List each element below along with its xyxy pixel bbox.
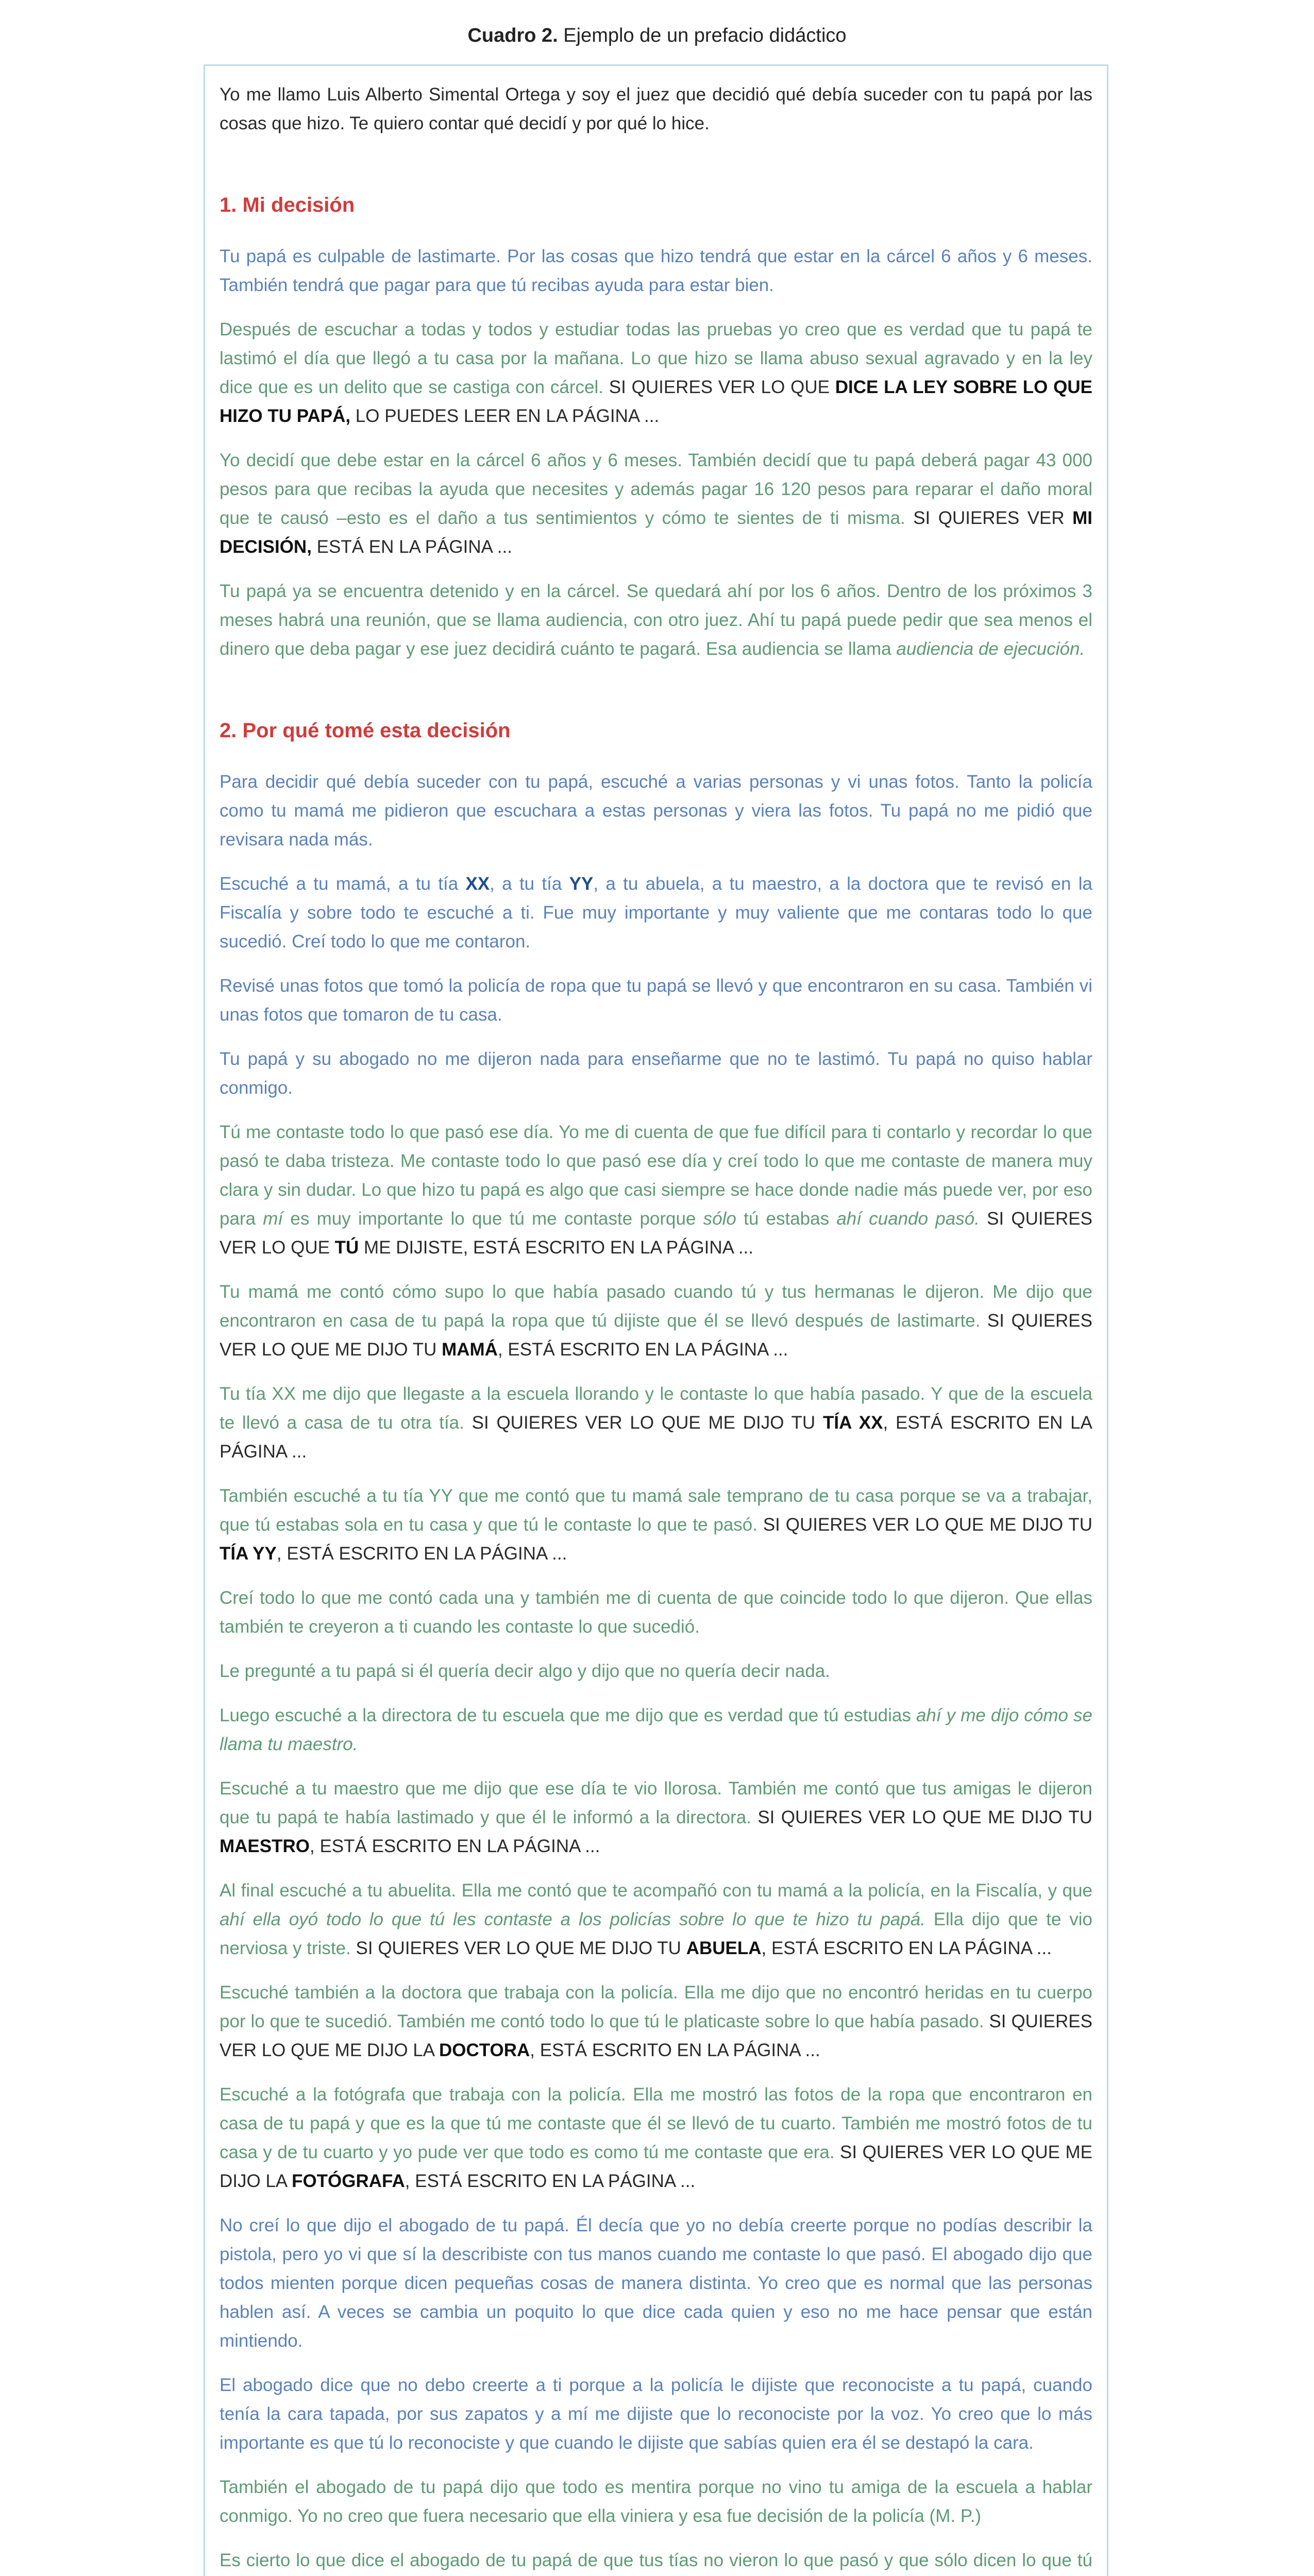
paragraph: También el abogado de tu papá dijo que todo es mentira porque no vino tu amiga de la escuela a hablar conmigo. Yo no creo que fuera necesario que ella viniera y esa fue decisión de la policía (M. P.) bbox=[220, 2477, 1092, 2526]
paragraph: Para decidir qué debía suceder con tu papá, escuché a varias personas y vi unas fotos. Tanto la policía como tu mamá me pidieron que escuchara a estas personas y viera las fotos. Tu papá no me pidió que revisara nada más. bbox=[220, 772, 1092, 850]
paragraph: Al final escuché a tu abuelita. Ella me contó que te acompañó con tu mamá a la policía, en la Fiscalía, y que ahí ella oyó todo lo que tú les contaste a los policías sobre lo que te hizo tu papá. Ella dijo que te vio nerviosa y triste. SI QUIERES VER LO QUE ME DIJO TU ABUELA, ESTÁ ESCRITO EN LA PÁGINA ... bbox=[220, 1880, 1092, 1958]
document-frame bbox=[204, 64, 1108, 2576]
section-heading-2: 2. Por qué tomé esta decisión bbox=[220, 719, 511, 742]
paragraph: No creí lo que dijo el abogado de tu papá. Él decía que yo no debía creerte porque no podías describir la pistola, pero yo vi que sí la describiste con tus manos cuando me contaste lo que pasó. El abogado dijo que todos mienten porque dicen pequeñas cosas de manera distinta. Yo creo que es normal que las personas hablen así. A veces se cambia un poquito lo que dice cada quien y eso no me hace pensar que están mintiendo. bbox=[220, 2215, 1092, 2351]
paragraph: Escuché a la fotógrafa que trabaja con la policía. Ella me mostró las fotos de la ropa que encontraron en casa de tu papá y que es la que tú me contaste que él se llevó de tu cuarto. También me mostró fotos de tu casa y de tu cuarto y yo pude ver que todo es como tú me contaste que era. SI QUIERES VER LO QUE ME DIJO LA FOTÓGRAFA, ESTÁ ESCRITO EN LA PÁGINA ... bbox=[220, 2084, 1092, 2191]
intro-paragraph: Yo me llamo Luis Alberto Simental Ortega y soy el juez que decidió qué debía suceder con tu papá por las cosas que hizo. Te quiero contar qué decidí y por qué lo hice. bbox=[220, 84, 1092, 133]
paragraph: El abogado dice que no debo creerte a ti porque a la policía le dijiste que reconociste a tu papá, cuando tenía la cara tapada, por sus zapatos y a mí me dijiste que lo reconociste por la voz. Yo creo que lo más importante es que tú lo reconociste y que cuando le dijiste que sabías quien era él se destapó la cara. bbox=[220, 2375, 1092, 2453]
paragraph: Tu papá y su abogado no me dijeron nada para enseñarme que no te lastimó. Tu papá no quiso hablar conmigo. bbox=[220, 1049, 1092, 1098]
section-heading-1: 1. Mi decisión bbox=[220, 194, 355, 216]
paragraph: Le pregunté a tu papá si él quería decir algo y dijo que no quería decir nada. bbox=[220, 1661, 830, 1681]
paragraph: Escuché a tu mamá, a tu tía XX, a tu tía YY, a tu abuela, a tu maestro, a la doctora que te revisó en la Fiscalía y sobre todo te escuché a ti. Fue muy importante y muy valiente que me contaras todo lo que sucedió. Creí todo lo que me contaron. bbox=[220, 874, 1092, 952]
paragraph: Tu papá ya se encuentra detenido y en la cárcel. Se quedará ahí por los 6 años. Dentro de los próximos 3 meses habrá una reunión, que se llama audiencia, con otro juez. Ahí tu papá puede pedir que sea menos el dinero que deba pagar y ese juez decidirá cuánto te pagará. Esa audiencia se llama audiencia de ejecución. bbox=[220, 581, 1092, 659]
table-caption: Cuadro 2. Ejemplo de un prefacio didáctico bbox=[467, 25, 847, 46]
paragraph: También escuché a tu tía YY que me contó que tu mamá sale temprano de tu casa porque se va a trabajar, que tú estabas sola en tu casa y que tú le contaste lo que te pasó. SI QUIERES VER LO QUE ME DIJO TU TÍA YY, ESTÁ ESCRITO EN LA PÁGINA ... bbox=[220, 1486, 1092, 1564]
paragraph: Escuché a tu maestro que me dijo que ese día te vio llorosa. También me contó que tus amigas le dijeron que tu papá te había lastimado y que él le informó a la directora. SI QUIERES VER LO QUE ME DIJO TU MAESTRO, ESTÁ ESCRITO EN LA PÁGINA ... bbox=[220, 1778, 1092, 1856]
paragraph: Tú me contaste todo lo que pasó ese día. Yo me di cuenta de que fue difícil para ti contarlo y recordar lo que pasó te daba tristeza. Me contaste todo lo que pasó ese día y creí todo lo que me contaste de manera muy clara y sin dudar. Lo que hizo tu papá es algo que casi siempre se hace donde nadie más puede ver, por eso para mí es muy importante lo que tú me contaste porque sólo tú estabas ahí cuando pasó. SI QUIERES VER LO QUE TÚ ME DIJISTE, ESTÁ ESCRITO EN LA PÁGINA ... bbox=[220, 1122, 1092, 1258]
paragraph: Creí todo lo que me contó cada una y también me di cuenta de que coincide todo lo que dijeron. Que ellas también te creyeron a ti cuando les contaste lo que sucedió. bbox=[220, 1588, 1092, 1637]
paragraph: Tu tía XX me dijo que llegaste a la escuela llorando y le contaste lo que había pasado. Y que de la escuela te llevó a casa de tu otra tía. SI QUIERES VER LO QUE ME DIJO TU TÍA XX, ESTÁ ESCRITO EN LA PÁGINA ... bbox=[220, 1384, 1092, 1462]
paragraph: Escuché también a la doctora que trabaja con la policía. Ella me dijo que no encontró heridas en tu cuerpo por lo que te sucedió. También me contó todo lo que tú le platicaste sobre lo que había pasado. SI QUIERES VER LO QUE ME DIJO LA DOCTORA, ESTÁ ESCRITO EN LA PÁGINA ... bbox=[220, 1982, 1092, 2060]
paragraph: Tu papá es culpable de lastimarte. Por las cosas que hizo tendrá que estar en la cárcel 6 años y 6 meses. También tendrá que pagar para que tú recibas ayuda para estar bien. bbox=[220, 246, 1092, 295]
paragraph: Revisé unas fotos que tomó la policía de ropa que tu papá se llevó y que encontraron en su casa. También vi unas fotos que tomaron de tu casa. bbox=[220, 976, 1092, 1025]
paragraph: Después de escuchar a todas y todos y estudiar todas las pruebas yo creo que es verdad que tu papá te lastimó el día que llegó a tu casa por la mañana. Lo que hizo se llama abuso sexual agravado y en la ley dice que es un delito que se castiga con cárcel. SI QUIERES VER LO QUE DICE LA LEY SOBRE LO QUE HIZO TU PAPÁ, LO PUEDES LEER EN LA PÁGINA ... bbox=[220, 319, 1092, 426]
paragraph: Es cierto lo que dice el abogado de tu papá de que tus tías no vieron lo que pasó y que sólo dicen lo que tú bbox=[220, 2550, 1092, 2570]
paragraph: Yo decidí que debe estar en la cárcel 6 años y 6 meses. También decidí que tu papá deberá pagar 43 000 pesos para que recibas la ayuda que necesites y además pagar 16 120 pesos para reparar el daño moral que te causó –esto es el daño a tus sentimientos y cómo te sientes de ti misma. SI QUIERES VER MI DECISIÓN, ESTÁ EN LA PÁGINA ... bbox=[220, 450, 1092, 557]
paragraph: Luego escuché a la directora de tu escuela que me dijo que es verdad que tú estudias ahí y me dijo cómo se llama tu maestro. bbox=[220, 1705, 1092, 1754]
paragraph: Tu mamá me contó cómo supo lo que había pasado cuando tú y tus hermanas le dijeron. Me dijo que encontraron en casa de tu papá la ropa que tú dijiste que él se llevó después de lastimarte. SI QUIERES VER LO QUE ME DIJO TU MAMÁ, ESTÁ ESCRITO EN LA PÁGINA ... bbox=[220, 1282, 1093, 1360]
